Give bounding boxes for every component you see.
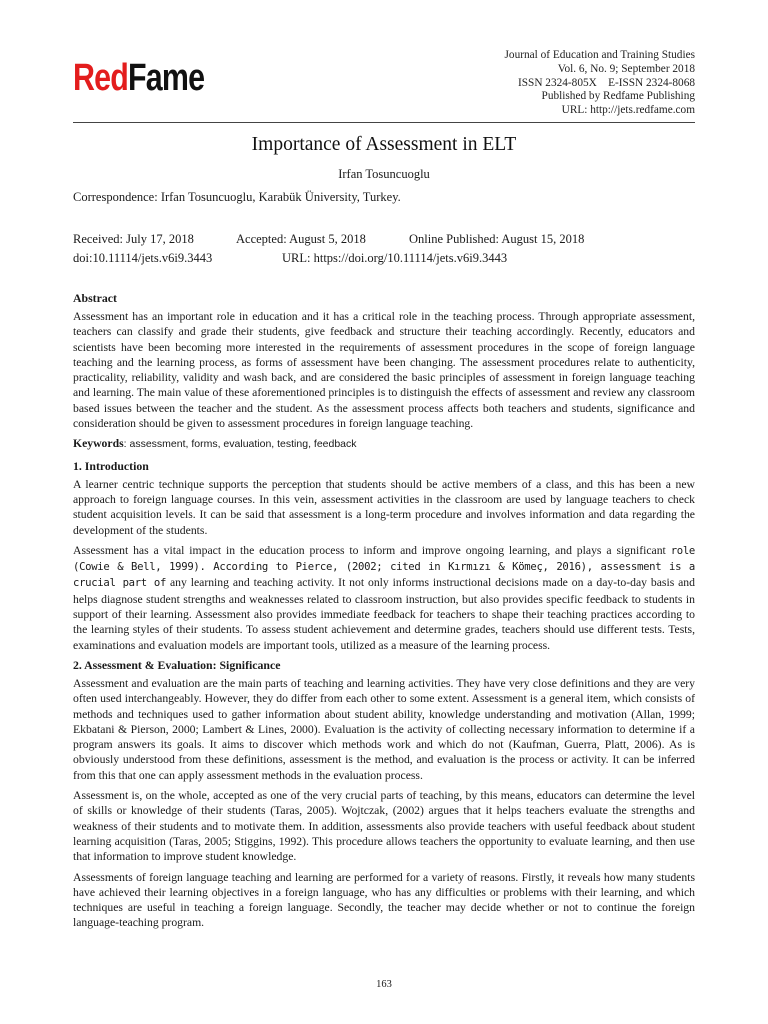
introduction-paragraph-2 bbox=[73, 543, 695, 653]
section-2-paragraph-2: Assessment is, on the whole, accepted as one of the very crucial parts of teaching, by this means, educators can determine the level of skills or knowledge of their students (Taras, 2005). Wojtczak, (2002) argues that it helps teachers evaluate the strengths and weakness of their students and to motivate them. In addition, assessments also provide teachers with useful feedback about student learning acquisition (Taras, 2005; Stiggins, 1992). This procedure allows teachers the opportunity to evaluate learning, and then use that information to improve student knowledge. bbox=[73, 789, 695, 864]
author-name: Irfan Tosuncuoglu bbox=[338, 167, 430, 181]
online-date: Online Published: August 15, 2018 bbox=[409, 232, 585, 246]
abstract-text: Assessment has an important role in education and it has a critical role in the teaching process. Through appropriate assessment, teachers can classify and grade their students, give feedback and structure their teaching accordingly. Recently, educators and scientists have been becoming more interested in the requirements of assessment procedures in the scope of foreign language teaching and the learning process, as forms of assessment have been changing. The assessment procedures relate to authenticity, practicality, reliability, validity and wash back, and are considered the basic principles of assessment in foreign language teaching and learning. The main value of these aforementioned principles is to distinguish the effects of assessment and review any classroom based issues between the teacher and the student. As the assessment process affects both teachers and students, significance and consideration should be given to assessment procedures in foreign language teaching. bbox=[73, 310, 695, 431]
publication-dates bbox=[73, 230, 695, 268]
section-2-paragraph-3: Assessments of foreign language teaching and learning are performed for a variety of reasons. Firstly, it reveals how many students have achieved their learning objectives in a foreign language, who has any difficulties or problems with their learning, and which techniques are useful in teaching a foreign language. Secondly, the teacher may decide whether or not to continue the foreign language-teaching program. bbox=[73, 870, 695, 930]
journal-issn: ISSN 2324-805X E-ISSN 2324-8068 bbox=[518, 76, 695, 89]
section-2-heading: 2. Assessment & Evaluation: Significance bbox=[73, 657, 281, 672]
paper-title: Importance of Assessment in ELT bbox=[251, 134, 517, 155]
keywords-list: : assessment, forms, evaluation, testing, feedback bbox=[123, 438, 357, 451]
introduction-paragraph-1: A learner centric technique supports the perception that students should be active members of a class, and this has been a new approach to foreign language courses. In this vein, assessment activities in the classroom are used by language teachers to check student acquisition levels. It can be said that assessment is a long-term procedure and involves information and data regarding the development of the students. bbox=[73, 477, 695, 537]
redfame-logo: RedFame bbox=[73, 57, 205, 99]
accepted-date: Accepted: August 5, 2018 bbox=[236, 232, 366, 246]
journal-info bbox=[505, 49, 695, 118]
journal-publisher: Published by Redfame Publishing bbox=[541, 90, 695, 103]
correspondence: Correspondence: Irfan Tosuncuoglu, Karabük Üniversity, Turkey. bbox=[73, 190, 401, 204]
keywords bbox=[73, 436, 695, 452]
journal-name: Journal of Education and Training Studies bbox=[504, 49, 695, 61]
page-number: 163 bbox=[376, 979, 392, 990]
paper-body bbox=[73, 291, 695, 936]
keywords-label: Keywords bbox=[73, 437, 124, 451]
doi-url: URL: https://doi.org/10.11114/jets.v6i9.3443 bbox=[282, 251, 508, 265]
received-date: Received: July 17, 2018 bbox=[73, 232, 194, 246]
abstract-heading: Abstract bbox=[73, 291, 117, 305]
intro-p2-line-1: Assessment has a vital impact in the education process to inform and improve ongoing learning, and plays a significant bbox=[73, 543, 666, 557]
journal-url: URL: http://jets.redfame.com bbox=[561, 104, 695, 117]
header-divider bbox=[73, 122, 695, 123]
intro-p2-citation: role (Cowie & Bell, 1999). According to Pierce, (2002; cited in Kırmızı & Kömeç, 2016), assessment is a crucial part of bbox=[73, 544, 696, 590]
doi: doi:10.11114/jets.v6i9.3443 bbox=[73, 251, 213, 265]
journal-volume: Vol. 6, No. 9; September 2018 bbox=[557, 62, 695, 75]
introduction-heading: 1. Introduction bbox=[73, 458, 149, 473]
section-2-paragraph-1: Assessment and evaluation are the main parts of teaching and learning activities. They have very close definitions and they are very often used interchangeably. However, they do differ from each other to some extent. Assessment is a general item, which consists of methods and techniques used to gather information about student ability, knowledge understanding and motivation (Allan, 1999; Ekbatani & Pierson, 2000; Lambert & Lines, 2000). Evaluation is the activity of collecting necessary information to determine if a program answers its goals. It aims to discover which methods work and which do not (Kaufman, Guerra, Platt, 2006). As is obviously understood from these definitions, assessment is the method, and evaluation is the process or activity. It can be inferred from this that one can apply assessment methods in the evaluation process. bbox=[73, 676, 695, 782]
intro-p2-rest: any learning and teaching activity. It not only informs instructional decisions made on a day-to-day basis and helps diagnose student strengths and weaknesses related to classroom instruction, but also provides specific feedback to students in support of their learning. Assessment also provides immediate feedback for teachers to shape their teaching practices according to the learning styles of their students. To assess student achievement and determine grades, teachers should use different tests. Tests, examinations and evaluation models are important tools, utilized as a measure of the learning process. bbox=[73, 576, 695, 652]
